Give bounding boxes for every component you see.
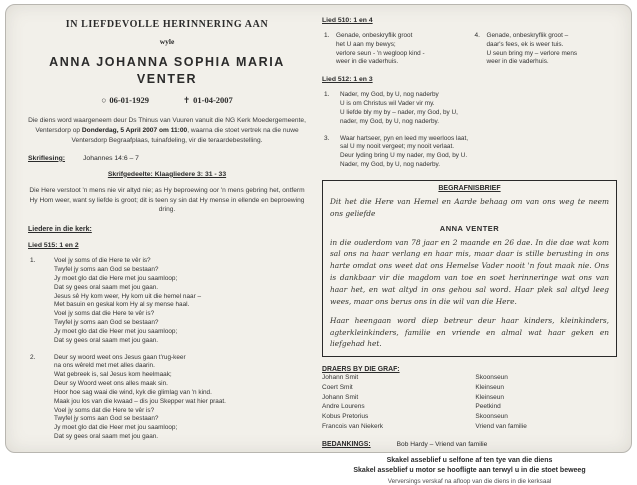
draers-list	[322, 373, 617, 432]
begrafnisbrief-title: BEGRAFNISBRIEF	[438, 184, 501, 192]
text-line: Jesus sê Hy kom weer, Hy kom uit die hemel naar –	[54, 292, 202, 300]
draers-row	[322, 383, 617, 393]
draers-row	[322, 393, 617, 403]
text-line: Jy moet glo dat die Here met jou saamloop;	[54, 275, 178, 282]
text-line: Genade, onbeskryflik groot	[336, 32, 413, 39]
bearer-name: Andre Lourens	[322, 403, 365, 411]
bearer-role: Skoonseun	[475, 413, 508, 421]
text-line: Voel jy soms dat die Here te vêr is?	[54, 310, 155, 318]
skrifgedeelte-text: Die Here verstoot 'n mens nie vir altyd nie; as Hy beproewing oor 'n mens gebring het, ontferm Hy Hom weer, want sy liefde is groot; dit is teen sy sin dat Hy mense in ellende en beproewing dring.	[29, 186, 305, 214]
verse-lines	[340, 135, 617, 170]
text-line: Twyfel jy soms aan God se bestaan?	[54, 319, 159, 327]
begrafnisbrief-name: ANNA VENTER	[439, 223, 500, 233]
death-date: ✝ 01-04-2007	[183, 95, 233, 105]
bearer-role: Kleinseun	[475, 393, 504, 401]
draers-heading: DRAERS BY DIE GRAF:	[322, 366, 400, 374]
skrifgedeelte-heading: Skrifgedeelte: Klaagliedere 3: 31 - 33	[107, 170, 227, 178]
text-line: Dat sy gees oral saam met jou gaan.	[54, 433, 159, 441]
skriflesing-label: Skriflesing:	[28, 154, 66, 162]
notice-refreshments: Verversings verskaf na afloop van die diens in die kerksaal	[387, 477, 552, 485]
draers-row	[322, 412, 617, 422]
text-line: Deur sy woord weet ons Jesus gaan t'rug-keer	[54, 353, 186, 361]
text-line: Voel jy soms dat die Here te vêr is?	[54, 406, 155, 414]
service-datetime: Donderdag, 5 April 2007 om 11:00	[81, 126, 188, 134]
bearer-role: Peetkind	[475, 403, 501, 411]
text-line: Jy moet glo dat die Heer met jou saamloop;	[54, 327, 178, 335]
skriflesing-value: Johannes 14:6 – 7	[83, 154, 139, 162]
lied512-heading: Lied 512: 1 en 3	[322, 76, 373, 84]
draers-row	[322, 422, 617, 432]
text-line: Nader, my God, by U, nog naderby	[340, 91, 439, 99]
bearer-name: Johann Smit	[322, 374, 359, 382]
right-column	[322, 15, 617, 485]
lied510-verses	[322, 24, 617, 67]
text-line: U is om Christus wil Vader vir my.	[340, 100, 435, 108]
text-line: Voel jy soms of die Here te vêr is?	[54, 257, 151, 265]
verse-lines	[336, 32, 467, 67]
lied512-verse-3	[322, 135, 617, 170]
bearer-name: Francois van Niekerk	[322, 422, 384, 430]
verse-lines	[487, 32, 618, 67]
notice-headlights: Skakel asseblief u motor se hoofligte aan terwyl u in die stoet beweeg	[353, 467, 586, 475]
verse-number: 1.	[324, 91, 330, 99]
deceased-name-line2: VENTER	[136, 72, 198, 86]
notice-phones: Skakel asseblief u selfone af ten tye van die diens	[386, 456, 553, 464]
bedankings-row	[322, 441, 617, 448]
cross-icon: ✝	[183, 95, 191, 105]
text-line: Genade, onbeskryflik groot –	[486, 32, 569, 39]
text-line: Met basuin en geskal kom Hy al sy mense haal.	[54, 301, 190, 309]
text-line: Waar hartseer, pyn en leed my weerloos laat,	[340, 134, 468, 142]
lied510-verse-1	[322, 32, 467, 67]
deceased-name-line1: ANNA JOHANNA SOPHIA MARIA	[49, 55, 285, 69]
begrafnisbrief-box	[322, 180, 617, 357]
begrafnisbrief-para1: in die ouderdom van 78 jaar en 2 maande en 26 dae. In die dae wat kom sal ons na haar verlang en haar mis, maar daar is stille berusting in ons harte omdat ons weet dat ons Hemelse Vader nooit 'n fout maak nie. Ons is dankbaar vir die magdom van toe en soet herinneringe wat ons van haar het, en wat altyd in ons gehou sal word. Haar plek sal altyd leeg wees, maar ons berus ons in die wil van die Here.	[330, 237, 609, 306]
text-line: weer in die vaderhuis.	[486, 58, 549, 66]
lied515-heading: Lied 515: 1 en 2	[28, 242, 79, 250]
verse-number: 4.	[474, 32, 480, 39]
lied510-verse-4	[473, 32, 618, 67]
text-line: na ons wêreld met met alles daarin.	[54, 362, 155, 370]
text-line: Jy moet glo dat die Heer met jou saamloop;	[54, 424, 178, 432]
text-line: U seun bring my – verlore mens	[486, 49, 578, 57]
text-line: Dat sy gees oral saam met jou gaan.	[54, 283, 159, 291]
funeral-program-page	[5, 4, 632, 485]
lied515-verse-2	[28, 354, 306, 442]
liedere-heading: Liedere in die kerk:	[28, 226, 92, 234]
text-line: Deur lyding bring U my nader, my God, by U.	[340, 152, 468, 160]
lied510-heading: Lied 510: 1 en 4	[322, 17, 373, 24]
bearer-role: Skoonseun	[475, 374, 508, 382]
text-line: Wat gebreek is, sal Jesus kom heelmaak;	[54, 371, 172, 379]
bearer-name: Johann Smit	[322, 393, 359, 401]
left-column	[28, 15, 306, 444]
birth-date: ○ 06-01-1929	[101, 95, 149, 105]
text-line: verlore seun - 'n wegloop kind -	[336, 49, 425, 57]
memorial-heading: IN LIEFDEVOLLE HERINNERING AAN	[65, 19, 269, 30]
verse-lines	[54, 354, 306, 442]
service-intro: Die diens word waargeneem deur Ds Thinus van Vuuren vanuit die NG Kerk Moedergemeente, Ventersdorp op Donderdag, 5 April 2007 om 11:00, waarna die stoet vertrek na die nuwe Ventersdorp Begraafplaas, tuinafdeling, vir die teraardebestelling.	[28, 117, 306, 144]
notices	[322, 456, 617, 485]
begrafnisbrief-intro: Dit het die Here van Hemel en Aarde behaag om van ons weg te neem ons geliefde	[330, 196, 609, 218]
bearer-name: Coert Smit	[322, 383, 353, 391]
bedankings-value: Bob Hardy – Vriend van familie	[396, 440, 488, 448]
birth-icon: ○	[101, 95, 107, 105]
text-line: Twyfel jy soms aan God se bestaan?	[54, 415, 159, 423]
text-line: Twyfel jy soms aan God se bestaan?	[54, 266, 159, 274]
begrafnisbrief-para2: Haar heengaan word diep betreur deur haar kinders, kleinkinders, agterkleinkinders, familie en vriende en almal wat haar geken en liefgehad het.	[330, 315, 609, 349]
verse-lines	[54, 257, 306, 345]
bearer-role: Kleinseun	[475, 383, 504, 391]
text-line: daar's fees, ek is weer tuis.	[486, 40, 564, 48]
verse-lines	[340, 91, 617, 126]
draers-row	[322, 402, 617, 412]
life-dates	[28, 95, 306, 106]
draers-row	[322, 373, 617, 383]
verse-number: 3.	[324, 134, 330, 142]
wyle-label: wyle	[159, 37, 175, 46]
text-line: sal U my nooit vergeet; my nooit verlaat.	[340, 143, 455, 151]
bearer-role: Vriend van familie	[475, 422, 527, 430]
bedankings-label: BEDANKINGS:	[322, 440, 371, 448]
text-line: weer in die vaderhuis.	[336, 58, 399, 66]
text-line: Deur sy Woord weet ons alles maak sin.	[54, 380, 168, 388]
bearer-name: Kobus Pretorius	[322, 413, 369, 421]
text-line: nader, my God, by U, nog naderby.	[340, 117, 439, 125]
text-line: Dat sy gees oral saam met jou gaan.	[54, 336, 159, 344]
text-line: het U aan my bewys;	[336, 40, 396, 48]
verse-number: 1.	[30, 257, 36, 265]
text-line: U liefde bly my by – nader, my God, by U,	[340, 108, 458, 116]
text-line: Hoor hoe sag waai die wind, kyk die glimlag van 'n kind.	[54, 388, 212, 396]
text-line: Maak jou los van die kwaad – dis jou Skepper wat hier praat.	[54, 397, 226, 405]
verse-number: 1.	[324, 32, 330, 39]
skriflesing-row	[28, 155, 306, 162]
lied515-verse-1	[28, 257, 306, 345]
text-line: Nader, my God, by U, nog naderby.	[340, 161, 441, 169]
verse-number: 2.	[30, 353, 36, 361]
lied512-verse-1	[322, 91, 617, 126]
